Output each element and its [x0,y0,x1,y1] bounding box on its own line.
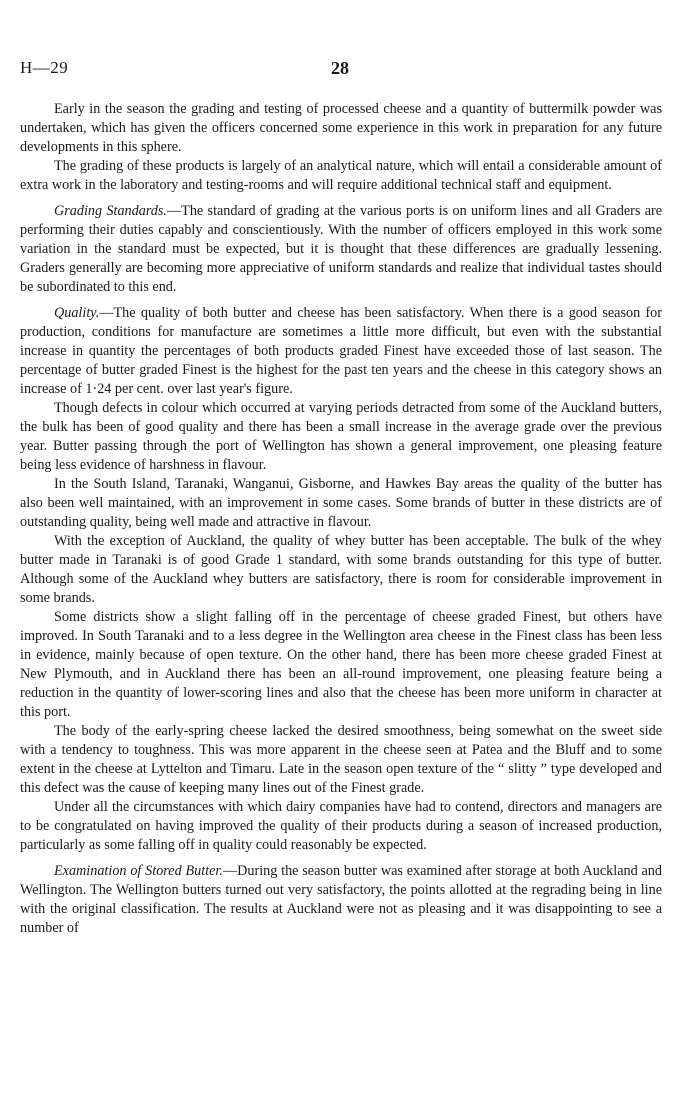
paragraph-text: The body of the early-spring cheese lacked the desired smoothness, being somewhat on the sweet side with a tendency to toughness. This was more apparent in the cheese seen at Patea and the Bluff and to some extent in the cheese at Lyttelton and Timaru. Late in the season open texture of the “ slitty ” type developed and this defect was the cause of keeping many lines out of the Finest grade. [20,723,662,796]
paragraph-auckland-butters [20,399,662,475]
paragraph-text: —The quality of both butter and cheese has been satisfactory. When there is a good season for production, conditions for manufacture are sometimes a little more difficult, but even with the substantial increase in quantity the percentages of both products graded Finest have exceeded those of last season. The percentage of butter graded Finest is the highest for the past ten years and the cheese in this category shows an increase of 1·24 per cent. over last year's figure. [20,305,662,397]
section-heading: Grading Standards. [54,203,167,219]
paragraph-congratulations [20,798,662,855]
body-text [20,100,662,938]
document-reference: H—29 [20,58,69,77]
paragraph-text: Under all the circumstances with which dairy companies have had to contend, directors and managers are to be congratulated on having improved the quality of their products during a season of increased production, particularly as some falling off in quality could reasonably be expected. [20,799,662,853]
paragraph-grading-standards [20,202,662,297]
paragraph-text: The grading of these products is largely of an analytical nature, which will entail a considerable amount of extra work in the laboratory and testing-rooms and will require additional technical staff and equipment. [20,158,662,193]
paragraph-text: Though defects in colour which occurred at varying periods detracted from some of the Auckland butters, the bulk has been of good quality and there has been a small increase in the average grade over the previous year. Butter passing through the port of Wellington has shown a general improvement, one pleasing feature being less evidence of harshness in flavour. [20,400,662,473]
paragraph-whey-butter [20,532,662,608]
page-header [20,58,660,82]
paragraph-text: Some districts show a slight falling off in the percentage of cheese graded Finest, but others have improved. In South Taranaki and to a less degree in the Wellington area cheese in the Finest class has been less in evidence, mainly because of open texture. On the other hand, there has been more cheese graded Finest at New Plymouth, and in Auckland there has been an all-round improvement, one pleasing feature being a reduction in the quantity of lower-scoring lines and also that the cheese has been more uniform in character at this port. [20,609,662,720]
paragraph-text: In the South Island, Taranaki, Wanganui, Gisborne, and Hawkes Bay areas the quality of the butter has also been well maintained, with an improvement in some cases. Some brands of butter in these districts are of outstanding quality, being well made and attractive in flavour. [20,476,662,530]
paragraph-analytical-grading [20,157,662,195]
paragraph-quality [20,304,662,399]
paragraph-text: —During the season butter was examined after storage at both Auckland and Wellington. The Wellington butters turned out very satisfactory, the points allotted at the regrading being in line with the original classification. The results at Auckland were not as pleasing and it was disappointing to see a number of [20,863,662,936]
paragraph-text: Early in the season the grading and testing of processed cheese and a quantity of buttermilk powder was undertaken, which has given the officers concerned some experience in this work in preparation for any future developments in this sphere. [20,101,662,155]
paragraph-processed-cheese [20,100,662,157]
paragraph-south-island [20,475,662,532]
section-heading: Examination of Stored Butter. [54,863,223,879]
paragraph-cheese-districts [20,608,662,722]
paragraph-early-spring-cheese [20,722,662,798]
page-number: 28 [331,58,349,78]
section-heading: Quality. [54,305,100,321]
paragraph-text: With the exception of Auckland, the quality of whey butter has been acceptable. The bulk of the whey butter made in Taranaki is of good Grade 1 standard, with some brands outstanding for this type of butter. Although some of the Auckland whey butters are satisfactory, there is room for considerable improvement in some brands. [20,533,662,606]
paragraph-stored-butter [20,862,662,938]
paragraph-text: —The standard of grading at the various ports is on uniform lines and all Graders are performing their duties capably and conscientiously. With the number of officers employed in this work some variation in the standard must be expected, but it is thought that these differences are gradually lessening. Graders generally are becoming more appreciative of uniform standards and realize that individual tastes should be subordinated to this end. [20,203,663,295]
